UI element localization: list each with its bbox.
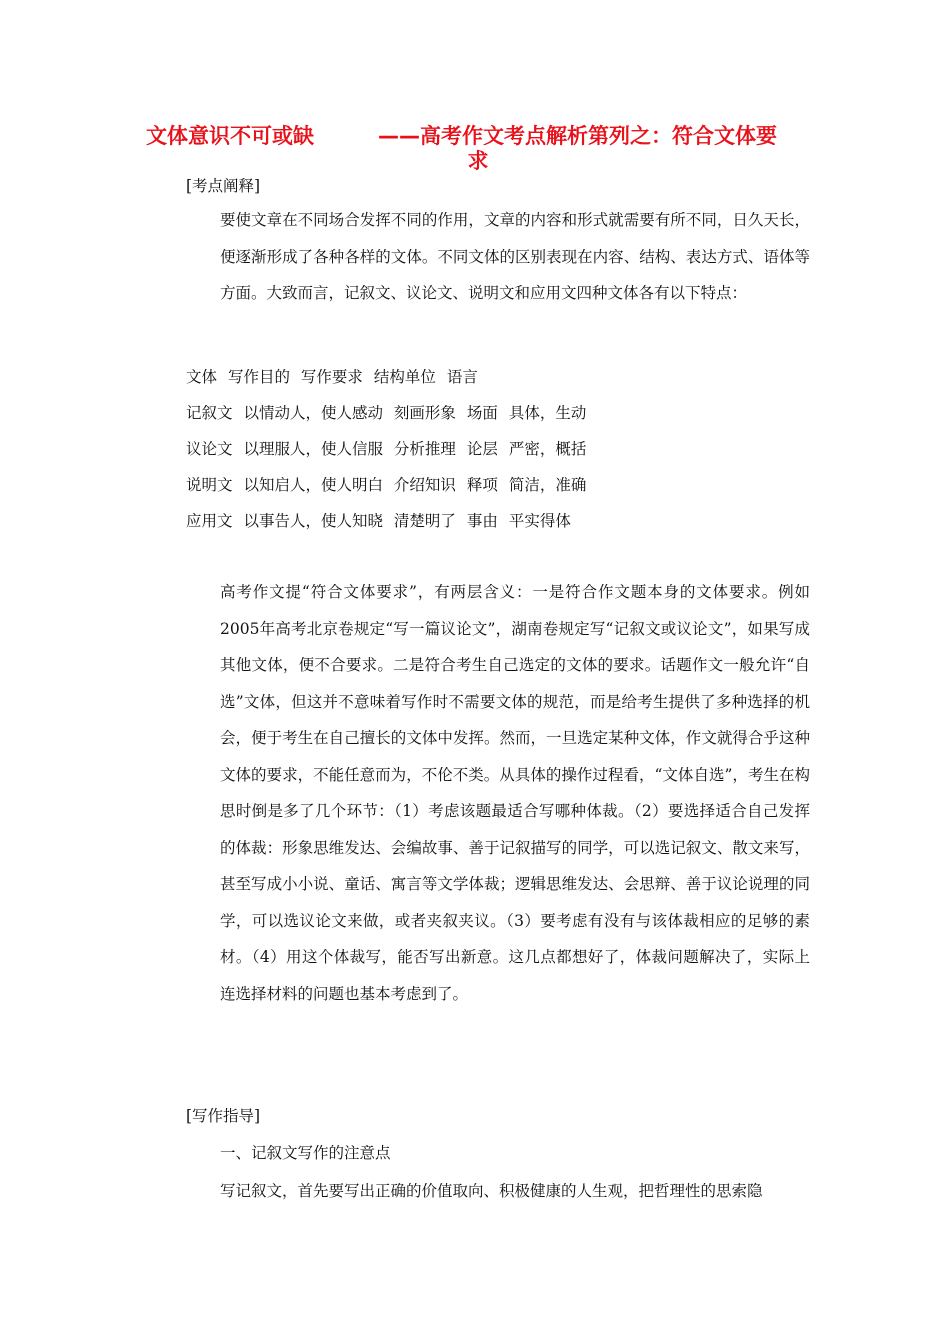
table-cell: 严密，概括 — [508, 440, 587, 458]
table-row — [186, 402, 592, 438]
table-cell: 说明文 — [186, 476, 233, 494]
title-subtitle: ——高考作文考点解析第列之：符合文体要 — [378, 124, 777, 148]
table-cell: 记叙文 — [186, 404, 233, 422]
table-cell: 简洁，准确 — [508, 476, 587, 494]
table-cell: 具体，生动 — [508, 404, 587, 422]
table-cell: 介绍知识 — [393, 476, 456, 494]
genre-table — [186, 366, 592, 546]
table-cell: 议论文 — [186, 440, 233, 458]
table-cell: 论层 — [466, 440, 498, 458]
table-row — [186, 438, 592, 474]
document-title — [146, 124, 810, 174]
table-cell: 刻画形象 — [393, 404, 456, 422]
table-cell: 场面 — [466, 404, 498, 422]
body-text: 高考作文提“符合文体要求”，有两层含义：一是符合作文题本身的文体要求。例如2005年高考北京卷规定“写一篇议论文”，湖南卷规定写“记叙文或议论文”，如果写成其他文体，便不合要求。二是符合考生自己选定的文体的要求。话题作文一般允许“自选”文体，但这并不意味着写作时不需要文体的规范，而是给考生提供了多种选择的机会，便于考生在自己擅长的文体中发挥。然而，一旦选定某种文体，作文就得合乎这种文体的要求，不能任意而为，不伦不类。从具体的操作过程看，“文体自选”，考生在构思时倒是多了几个环节：（1）考虑该题最适合写哪种体裁。（2）要选择适合自己发挥的体裁：形象思维发达、会编故事、善于记叙描写的同学，可以选记叙文、散文来写，甚至写成小小说、童话、寓言等文学体裁；逻辑思维发达、会思辩、善于议论说理的同学，可以选议论文来做，或者夹叙夹议。（3）要考虑有没有与该体裁相应的足够的素材。（4）用这个体裁写，能否写出新意。这几点都想好了，体裁问题解决了，实际上连选择材料的问题也基本考虑到了。 — [220, 583, 810, 1003]
table-cell: 清楚明了 — [393, 512, 456, 530]
intro-paragraph — [146, 202, 810, 312]
table-header-cell: 结构单位 — [373, 368, 436, 386]
table-cell: 以事告人，使人知晓 — [243, 512, 383, 530]
intro-text: 要使文章在不同场合发挥不同的作用，文章的内容和形式就需要有所不同，日久天长，便逐渐形成了各种各样的文体。不同文体的区别表现在内容、结构、表达方式、语体等方面。大致而言，记叙文、议论文、说明文和应用文四种文体各有以下特点： — [220, 211, 810, 302]
section-heading-guidance: [写作指导] — [186, 1107, 261, 1125]
table-cell: 分析推理 — [393, 440, 456, 458]
body-paragraph — [146, 574, 810, 1012]
table-header-cell: 写作要求 — [300, 368, 363, 386]
narrative-text: 写记叙文，首先要写出正确的价值取向、积极健康的人生观，把哲理性的思索隐 — [220, 1182, 763, 1200]
narrative-paragraph — [146, 1173, 810, 1209]
table-header-row — [186, 366, 592, 402]
table-row — [186, 474, 592, 510]
section-heading-explanation: [考点阐释] — [186, 177, 261, 195]
subheading-narrative: 一、记叙文写作的注意点 — [220, 1144, 391, 1162]
table-header-cell: 写作目的 — [227, 368, 290, 386]
table-cell: 以理服人，使人信服 — [243, 440, 383, 458]
title-subtitle-continued: 求 — [467, 149, 489, 173]
table-cell: 以情动人，使人感动 — [243, 404, 383, 422]
table-header-cell: 文体 — [186, 368, 218, 386]
table-cell: 释项 — [466, 476, 498, 494]
title-main: 文体意识不可或缺 — [146, 124, 314, 148]
table-cell: 平实得体 — [508, 512, 571, 530]
table-row — [186, 510, 592, 546]
table-cell: 应用文 — [186, 512, 233, 530]
table-cell: 事由 — [466, 512, 498, 530]
table-cell: 以知启人，使人明白 — [243, 476, 383, 494]
table-header-cell: 语言 — [446, 368, 478, 386]
